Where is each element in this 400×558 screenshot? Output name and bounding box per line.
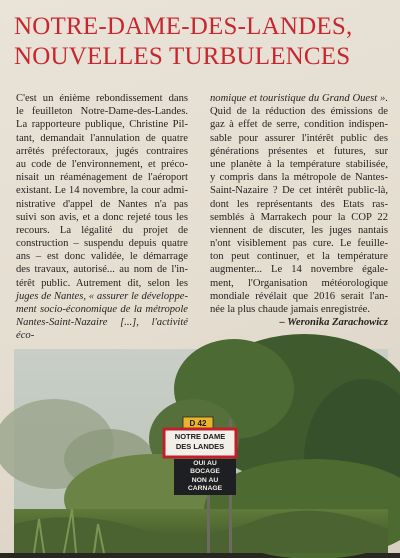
body-line: une planète à la température stabilisée, [210, 158, 388, 170]
body-line: ans – est donc validée, le démarrage [16, 251, 188, 263]
body-line: tant, demandait l'annulation de quatre [16, 132, 188, 144]
body-line: ton peut continuer, et la température [210, 251, 388, 263]
protest-line-1: OUI AU [193, 460, 217, 467]
body-line: La rapporteure publique, Christine Pil- [16, 119, 188, 131]
author-signature: – Weronika Zarachowicz [279, 317, 388, 329]
body-line-quote: nomique et touristique du Grand Ouest ». [210, 93, 388, 104]
body-line: n'ont visiblement pas cure. Le feuille- [210, 238, 388, 250]
town-sign-line-2: DES LANDES [175, 442, 225, 451]
protest-line-2: BOCAGE [190, 468, 220, 476]
body-line: suivi son avis, et a donc rejeté tous les [16, 211, 188, 223]
body-line-quote: juges de Nantes, « assurer le développe- [16, 290, 188, 302]
body-line: arrêtés préfectoraux, jugés contraires [16, 145, 188, 157]
headline-line-1: NOTRE-DAME-DES-LANDES, [14, 13, 353, 40]
body-line: semblés à Marrakech pour la COP 22 [210, 211, 388, 223]
town-sign-text [164, 432, 236, 452]
town-sign-line-1: NOTRE DAME [174, 432, 226, 441]
body-line: des travaux, autorisé... au nom de l'in- [16, 264, 188, 276]
road-number-text: D 42 [189, 419, 207, 428]
body-line: le feuilleton Notre-Dame-des-Landes. [16, 106, 188, 118]
body-line: générations présentes et futures, sur [210, 145, 388, 157]
body-line: térêt public. Autrement dit, selon les [16, 277, 188, 289]
body-line-quote: ment socio-économique de la métropole [16, 304, 188, 315]
body-line: C'est un énième rebondissement dans [16, 93, 188, 104]
body-line: Saint-Nazaire ? De cet intérêt public-là, [210, 185, 388, 197]
body-line: née la plus chaude jamais enregistrée. [210, 304, 371, 315]
body-line: dont les représentants des Etats ras- [210, 198, 388, 210]
protest-sign-text [174, 460, 236, 494]
right-column [210, 92, 388, 329]
roadside-photo [14, 349, 388, 553]
body-line: nistrative d'appel de Nantes n'a pas [16, 198, 188, 210]
body-line: viennent de discuter, les juges nantais [210, 224, 388, 236]
body-line: sable pour assurer l'intérêt public des [210, 132, 388, 144]
body-line: ment, l'Organisation météorologique [210, 277, 388, 289]
body-line: au code de l'environnement, et préco- [16, 158, 188, 170]
body-line: Quid de la réduction des émissions de [210, 106, 388, 118]
body-line-quote: Nantes-Saint-Nazaire [...], l'activité éco- [16, 317, 188, 342]
protest-line-3: NON AU [191, 476, 219, 484]
body-line: existant. Le 14 novembre, la cour admi- [16, 185, 188, 197]
body-line: mondiale révélait que 2016 serait l'an- [210, 290, 388, 302]
left-column [16, 92, 188, 342]
headline [14, 12, 394, 72]
body-line: construction – suspendu depuis quatre [16, 238, 188, 250]
body-line: y compris dans la métropole de Nantes- [210, 172, 388, 184]
body-line: nisait un réaménagement de l'aéroport [16, 172, 188, 184]
body-line: recours. La légalité du projet de [16, 224, 188, 236]
protest-line-4: CARNAGE [187, 485, 223, 493]
body-line: augmenter... Le 14 novembre égale- [210, 264, 388, 276]
headline-line-2: NOUVELLES TURBULENCES [14, 43, 351, 70]
body-line: gaz à effet de serre, condition indispen- [210, 119, 388, 131]
